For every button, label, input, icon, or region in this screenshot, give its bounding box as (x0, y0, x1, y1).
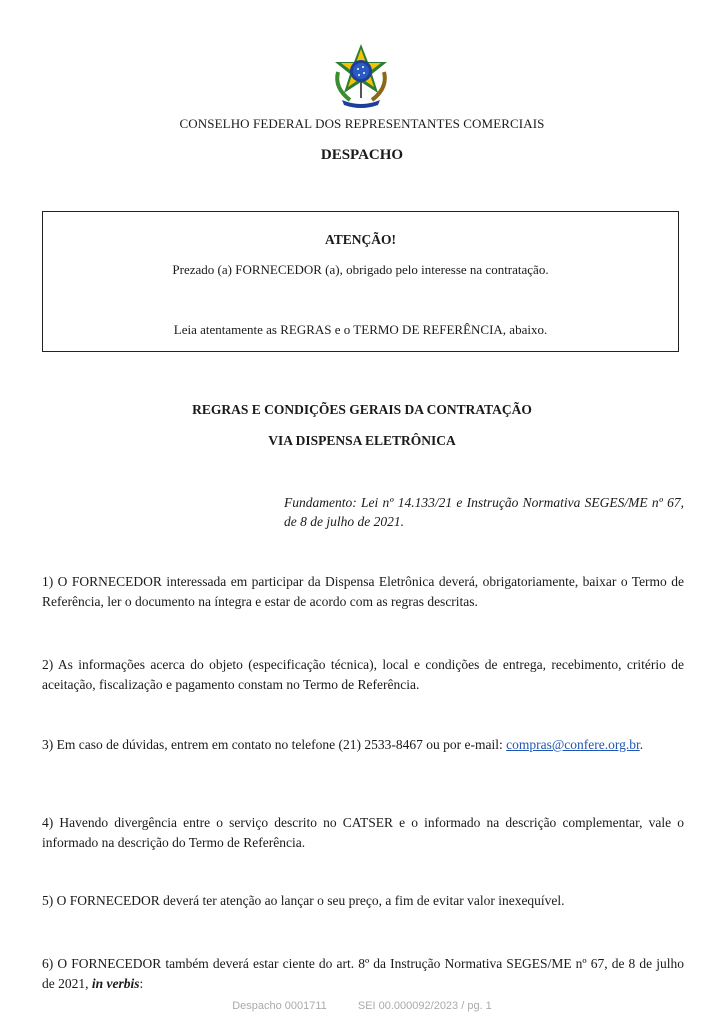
rules-title-line1: REGRAS E CONDIÇÕES GERAIS DA CONTRATAÇÃO (192, 402, 532, 417)
document-type-title: DESPACHO (320, 147, 404, 163)
brazil-coat-of-arms-icon (328, 42, 394, 110)
rule-paragraph-3-end: . (639, 737, 644, 752)
legal-basis: Fundamento: Lei nº 14.133/21 e Instrução Normativa SEGES/ME nº 67, de 8 de julho de 2021. (284, 495, 684, 529)
rule-paragraph-6-text: 6) O FORNECEDOR também deverá estar ciente do art. 8º da Instrução Normativa SEGES/ME nº 67, de 8 de julho de 2021, (42, 956, 684, 991)
page-footer (0, 1000, 724, 1012)
rule-paragraph-3-text: 3) Em caso de dúvidas, entrem em contato no telefone (21) 2533-8467 ou por e-mail: (42, 737, 503, 752)
rule-paragraph-6 (42, 954, 684, 994)
rules-title-line2: VIA DISPENSA ELETRÔNICA (268, 433, 456, 448)
rule-paragraph-5: 5) O FORNECEDOR deverá ter atenção ao lançar o seu preço, a fim de evitar valor inexequível. (42, 893, 565, 908)
attention-greeting: Prezado (a) FORNECEDOR (a), obrigado pelo interesse na contratação. (172, 262, 549, 277)
contact-email-link[interactable]: compras@confere.org.br (506, 737, 640, 752)
rule-paragraph-4: 4) Havendo divergência entre o serviço descrito no CATSER e o informado na descrição complementar, vale o informado na descrição do Termo de Referência. (42, 815, 684, 850)
rule-paragraph-6-end: : (139, 976, 144, 991)
attention-title: ATENÇÃO! (324, 232, 396, 247)
footer-sei-reference: SEI 00.000092/2023 / pg. 1 (357, 1000, 492, 1012)
organization-name: CONSELHO FEDERAL DOS REPRESENTANTES COMERCIAIS (179, 116, 545, 131)
in-verbis-text: in verbis (91, 976, 140, 991)
rule-paragraph-1: 1) O FORNECEDOR interessada em participar da Dispensa Eletrônica deverá, obrigatoriamente, baixar o Termo de Referência, ler o documento na íntegra e estar de acordo com as regras descritas. (42, 574, 684, 609)
rule-paragraph-3 (42, 735, 684, 755)
rule-paragraph-2: 2) As informações acerca do objeto (especificação técnica), local e condições de entrega, recebimento, critério de aceitação, fiscalização e pagamento constam no Termo de Referência. (42, 657, 684, 692)
attention-box (42, 211, 679, 352)
attention-instruction: Leia atentamente as REGRAS e o TERMO DE REFERÊNCIA, abaixo. (173, 322, 548, 337)
footer-despacho-number: Despacho 0001711 (232, 1000, 327, 1012)
